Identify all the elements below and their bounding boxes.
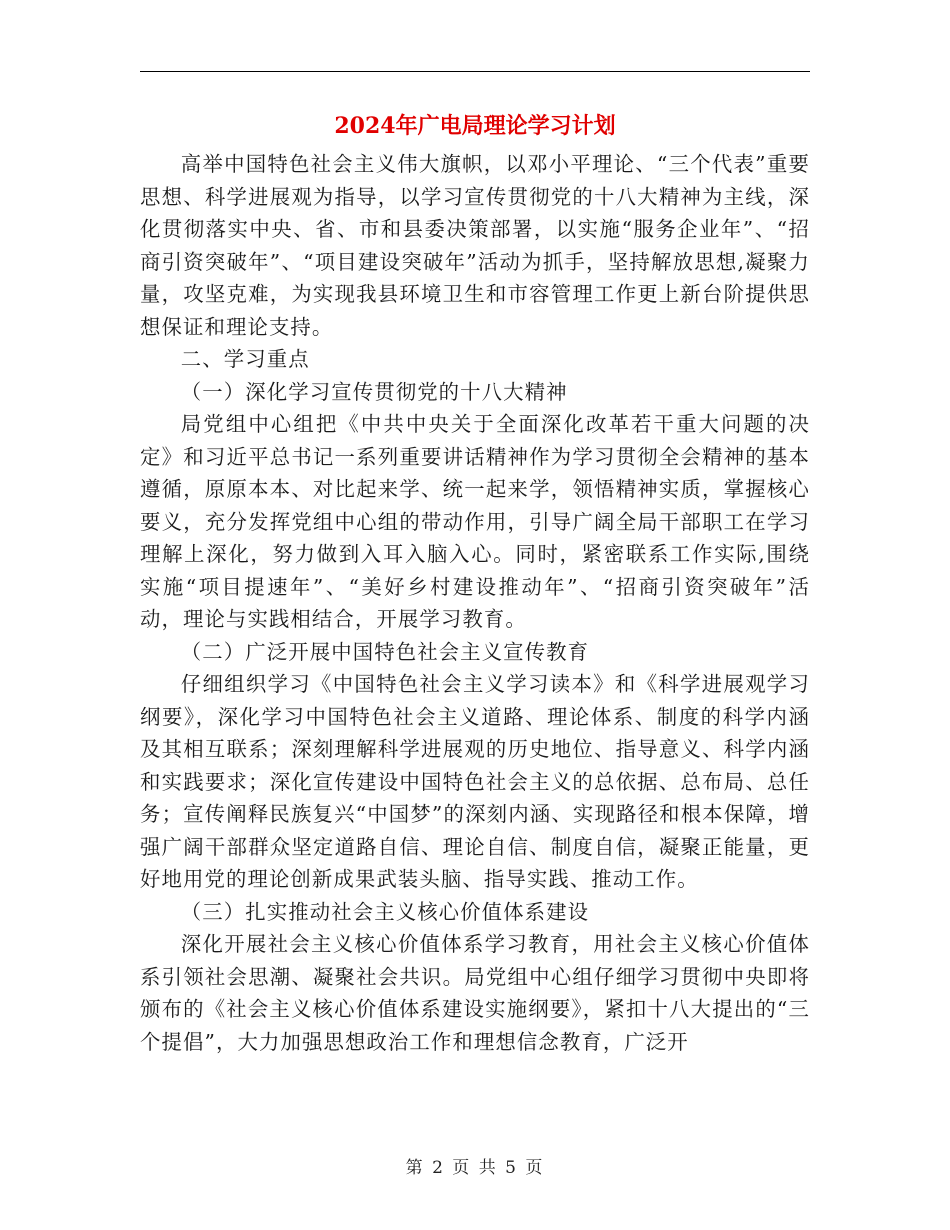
subsection-paragraph-3: 深化开展社会主义核心价值体系学习教育，用社会主义核心价值体系引领社会思潮、凝聚社会共识。局党组中心组仔细学习贯彻中央即将颁布的《社会主义核心价值体系建设实施纲要》，紧扣十八大提出的“三个提倡”，大力加强思想政治工作和理想信念教育，广泛开	[140, 932, 810, 1054]
subsection-paragraph-1: 局党组中心组把《中共中央关于全面深化改革若干重大问题的决定》和习近平总书记一系列重要讲话精神作为学习贯彻全会精神的基本遵循，原原本本、对比起来学、统一起来学，领悟精神实质，掌握核心要义，充分发挥党组中心组的带动作用，引导广阔全局干部职工在学习理解上深化，努力做到入耳入脑入心。同时，紧密联系工作实际,围绕实施“项目提速年”、“美好乡村建设推动年”、“招商引资突破年”活动，理论与实践相结合，开展学习教育。	[140, 412, 810, 631]
subsection-heading-1: （一）深化学习宣传贯彻党的十八大精神	[180, 379, 568, 404]
subsection-paragraph-2: 仔细组织学习《中国特色社会主义学习读本》和《科学进展观学习纲要》，深化学习中国特色社会主义道路、理论体系、制度的科学内涵及其相互联系；深刻理解科学进展观的历史地位、指导意义、科学内涵和实践要求；深化宣传建设中国特色社会主义的总依据、总布局、总任务；宣传阐释民族复兴“中国梦”的深刻内涵、实现路径和根本保障，增强广阔干部群众坚定道路自信、理论自信、制度自信，凝聚正能量，更好地用党的理论创新成果武装头脑、指导实践、推动工作。	[140, 672, 810, 891]
section-heading-study-focus: 二、学习重点	[180, 347, 310, 371]
document-body	[140, 148, 810, 1058]
intro-paragraph: 高举中国特色社会主义伟大旗帜，以邓小平理论、“三个代表”重要思想、科学进展观为指导，以学习宣传贯彻党的十八大精神为主线，深化贯彻落实中央、省、市和县委决策部署，以实施“服务企业年”、“招商引资突破年”、“项目建设突破年”活动为抓手，坚持解放思想,凝聚力量，攻坚克难，为实现我县环境卫生和市容管理工作更上新台阶提供思想保证和理论支持。	[140, 152, 810, 339]
document-title: 2024年广电局理论学习计划	[334, 113, 616, 139]
page-number-footer: 第 2 页 共 5 页	[405, 1158, 545, 1178]
subsection-heading-3: （三）扎实推动社会主义核心价值体系建设	[180, 899, 590, 924]
subsection-heading-2: （二）广泛开展中国特色社会主义宣传教育	[180, 639, 590, 664]
header-rule	[140, 71, 810, 72]
